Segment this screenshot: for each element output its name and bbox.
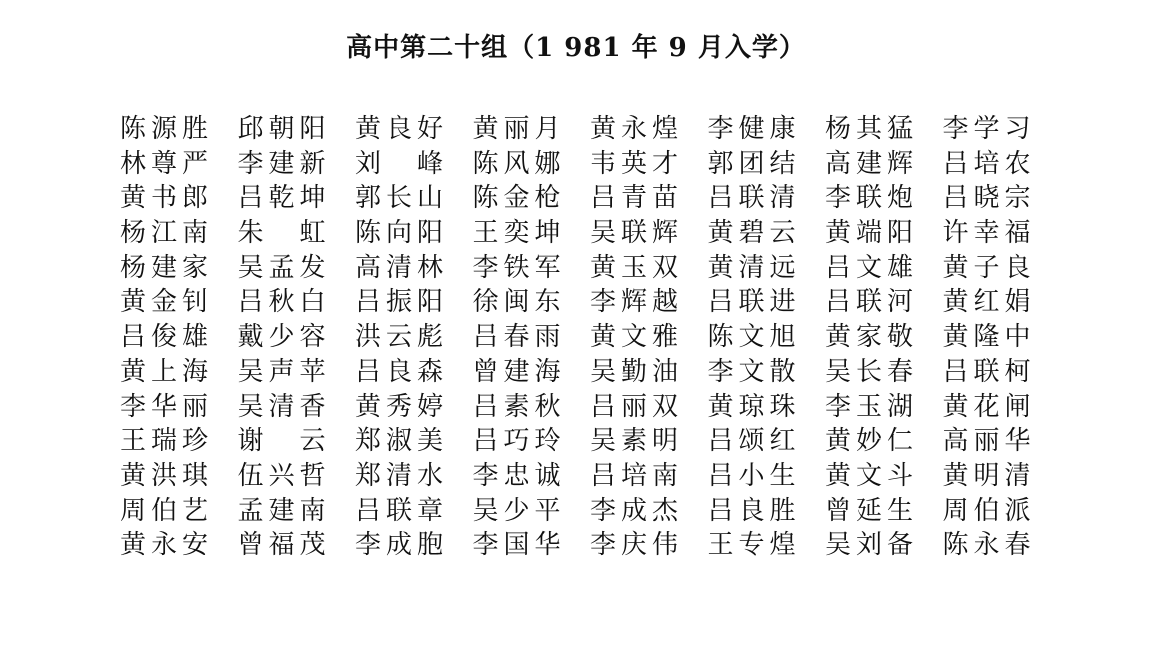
student-name: 韦英才	[590, 148, 678, 179]
student-name: 黄明清	[942, 460, 1031, 491]
student-name: 吴少平	[472, 495, 561, 526]
student-name: 黄玉双	[590, 252, 678, 283]
student-name: 李忠诚	[472, 460, 561, 491]
student-name: 吕良森	[355, 356, 443, 387]
student-name: 黄永煌	[590, 114, 678, 144]
student-name: 黄花闸	[942, 391, 1031, 422]
student-name: 郑清水	[355, 460, 443, 491]
student-name: 黄清远	[707, 252, 796, 283]
student-name: 曾福茂	[237, 530, 326, 561]
student-name: 吕乾坤	[237, 183, 326, 214]
student-name: 郭长山	[355, 183, 443, 214]
student-name: 王专煌	[707, 530, 796, 561]
student-name: 洪云彪	[355, 322, 443, 353]
student-name: 吴联辉	[590, 218, 678, 249]
student-name: 吴勤油	[590, 356, 678, 387]
student-name: 邱朝阳	[237, 114, 326, 144]
student-name: 陈永春	[942, 530, 1031, 561]
student-name: 黄书郎	[120, 183, 208, 214]
student-name: 陈源胜	[120, 114, 208, 144]
name-list	[120, 112, 1060, 563]
student-name: 黄文斗	[825, 460, 913, 491]
student-name: 吕巧玲	[472, 426, 561, 457]
student-name: 黄秀婷	[355, 391, 443, 422]
student-name: 黄子良	[942, 252, 1031, 283]
student-name: 黄洪琪	[120, 460, 208, 491]
student-name: 李联炮	[825, 183, 913, 214]
student-name: 郭团结	[707, 148, 796, 179]
student-name: 吕秋白	[237, 287, 326, 318]
student-name: 高清林	[355, 252, 443, 283]
student-name: 吕联清	[707, 183, 796, 214]
student-name: 黄永安	[120, 530, 208, 561]
student-name: 黄上海	[120, 356, 208, 387]
student-name: 黄丽月	[472, 114, 561, 144]
student-name: 吴清香	[237, 391, 326, 422]
student-name: 高建辉	[825, 148, 913, 179]
student-name: 吕培农	[942, 148, 1031, 179]
student-name: 黄隆中	[942, 322, 1031, 353]
student-name: 许幸福	[942, 218, 1031, 249]
student-name: 杨建家	[120, 252, 208, 283]
student-name: 黄妙仁	[825, 426, 913, 457]
student-name: 黄文雅	[590, 322, 678, 353]
student-name: 李庆伟	[590, 530, 678, 561]
student-name: 李成胞	[355, 530, 443, 561]
student-name: 陈风娜	[472, 148, 561, 179]
student-name: 李辉越	[590, 287, 678, 318]
student-name: 朱 虹	[237, 218, 326, 249]
student-name: 杨江南	[120, 218, 208, 249]
student-name: 林尊严	[120, 148, 208, 179]
student-name: 郑淑美	[355, 426, 443, 457]
student-name: 吕文雄	[825, 252, 913, 283]
student-name: 吕素秋	[472, 391, 561, 422]
student-name: 吕春雨	[472, 322, 561, 353]
student-name: 高丽华	[942, 426, 1031, 457]
student-name: 吕联章	[355, 495, 443, 526]
student-name: 黄琼珠	[707, 391, 796, 422]
student-name: 李国华	[472, 530, 561, 561]
student-name: 吕俊雄	[120, 322, 208, 353]
student-name: 刘 峰	[355, 148, 443, 179]
student-name: 吴孟发	[237, 252, 326, 283]
student-name: 曾延生	[825, 495, 913, 526]
student-name: 吕良胜	[707, 495, 796, 526]
student-name: 吕联进	[707, 287, 796, 318]
student-name: 陈向阳	[355, 218, 443, 249]
student-name: 徐闽东	[472, 287, 561, 318]
student-name: 李文散	[707, 356, 796, 387]
student-name: 李健康	[707, 114, 796, 144]
student-name: 吕振阳	[355, 287, 443, 318]
student-name: 黄端阳	[825, 218, 913, 249]
student-name: 孟建南	[237, 495, 326, 526]
student-name: 陈文旭	[707, 322, 796, 353]
student-name: 李建新	[237, 148, 326, 179]
student-name: 王瑞珍	[120, 426, 208, 457]
student-name: 陈金枪	[472, 183, 561, 214]
student-name: 吕培南	[590, 460, 678, 491]
student-name: 黄良好	[355, 114, 443, 144]
student-name: 王奕坤	[472, 218, 561, 249]
student-name: 李玉湖	[825, 391, 913, 422]
student-name: 周伯派	[942, 495, 1031, 526]
student-name: 黄红娟	[942, 287, 1031, 318]
student-name: 吕晓宗	[942, 183, 1031, 214]
student-name: 周伯艺	[120, 495, 208, 526]
student-name: 黄金钊	[120, 287, 208, 318]
student-name: 伍兴哲	[237, 460, 326, 491]
student-name: 吴素明	[590, 426, 678, 457]
student-name: 曾建海	[472, 356, 561, 387]
student-name: 吕联河	[825, 287, 913, 318]
student-name: 吕联柯	[942, 356, 1031, 387]
student-name: 吕丽双	[590, 391, 678, 422]
student-name: 吴声苹	[237, 356, 326, 387]
student-name: 李铁军	[472, 252, 561, 283]
page-title: 高中第二十组（1 981 年 9 月入学）	[346, 33, 806, 63]
student-name: 黄碧云	[707, 218, 796, 249]
student-name: 李成杰	[590, 495, 678, 526]
student-name: 吴长春	[825, 356, 913, 387]
student-name: 杨其猛	[825, 114, 913, 144]
student-name: 吕青苗	[590, 183, 678, 214]
student-name: 吕颂红	[707, 426, 796, 457]
student-name: 李学习	[942, 114, 1031, 144]
student-name: 谢 云	[237, 426, 326, 457]
student-name: 戴少容	[237, 322, 326, 353]
student-name: 黄家敬	[825, 322, 913, 353]
student-name: 吕小生	[707, 460, 796, 491]
student-name: 李华丽	[120, 391, 208, 422]
student-name: 吴刘备	[825, 530, 913, 561]
